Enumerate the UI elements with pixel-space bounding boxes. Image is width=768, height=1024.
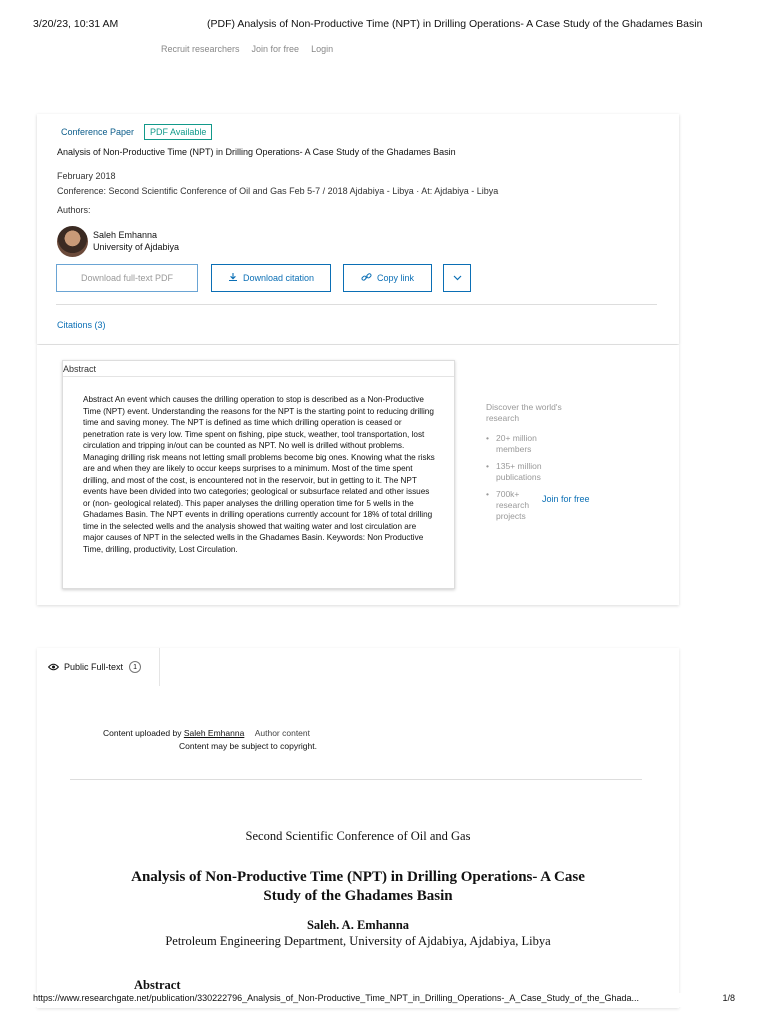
pdf-author-affiliation: Petroleum Engineering Department, University of Ajdabiya, Ajdabiya, Libya <box>165 934 551 948</box>
top-navigation <box>161 44 333 54</box>
uploaded-by-line <box>103 728 310 738</box>
nav-join-for-free[interactable]: Join for free <box>251 44 300 54</box>
author-institution[interactable]: University of Ajdabiya <box>93 242 180 252</box>
discover-research-text: Discover the world's research <box>486 402 562 423</box>
eye-icon <box>48 663 59 671</box>
abstract-label: Abstract <box>63 361 454 377</box>
stat-projects: • 700k+ research projects <box>486 489 546 522</box>
chevron-down-icon <box>453 273 462 283</box>
publication-date: February 2018 <box>57 171 116 181</box>
card-divider <box>56 304 657 305</box>
stat-members: • 20+ million members <box>486 433 546 455</box>
pdf-author-name: Saleh. A. Emhanna <box>306 918 410 932</box>
publication-tags <box>57 124 212 140</box>
paper-divider <box>70 779 642 780</box>
uploaded-author-link[interactable]: Saleh Emhanna <box>183 728 245 738</box>
copy-link-label: Copy link <box>376 273 414 283</box>
author-avatar[interactable] <box>57 226 88 257</box>
more-options-button[interactable] <box>443 264 471 292</box>
publication-conference: Conference: Second Scientific Conference of Oil and Gas Feb 5-7 / 2018 Ajdabiya - Libya · At: Ajdabiya - Libya <box>57 186 499 196</box>
nav-login[interactable]: Login <box>311 44 334 54</box>
authors-label: Authors: <box>57 205 91 215</box>
public-full-text-label: Public Full-text <box>64 662 124 672</box>
download-full-text-label: Download full-text PDF <box>80 273 174 283</box>
download-full-text-button[interactable] <box>56 264 198 292</box>
research-stats-list <box>486 433 546 528</box>
pdf-conference-name: Second Scientific Conference of Oil and Gas <box>245 829 471 843</box>
stat-publications: • 135+ million publications <box>486 461 546 483</box>
pdf-abstract-heading: Abstract <box>134 978 181 992</box>
download-icon <box>228 272 238 284</box>
public-full-text-tab[interactable] <box>37 648 160 686</box>
print-footer <box>33 993 735 1007</box>
abstract-section <box>37 345 679 605</box>
print-datetime: 3/20/23, 10:31 AM <box>33 18 119 30</box>
print-page-number: 1/8 <box>722 993 735 1003</box>
citations-tab[interactable]: Citations (3) <box>57 320 106 330</box>
pdf-available-badge: PDF Available <box>144 124 212 140</box>
nav-recruit-researchers[interactable]: Recruit researchers <box>161 44 240 54</box>
copyright-notice: Content may be subject to copyright. <box>179 741 317 751</box>
publication-title: Analysis of Non-Productive Time (NPT) in Drilling Operations- A Case Study of the Ghadames Basin <box>57 147 456 157</box>
uploaded-by-prefix: Content uploaded by <box>103 728 182 738</box>
abstract-box <box>62 360 455 589</box>
print-footer-url: https://www.researchgate.net/publication/330222796_Analysis_of_Non-Productive_Time_NPT_in_Drilling_Operations-_A_Case_Study_of_the_Ghada... <box>33 993 640 1003</box>
publication-card <box>37 114 679 344</box>
print-page-title: (PDF) Analysis of Non-Productive Time (NPT) in Drilling Operations- A Case Study of the Ghadames Basin <box>207 18 703 30</box>
download-citation-label: Download citation <box>242 273 315 283</box>
download-citation-button[interactable] <box>211 264 331 292</box>
copy-link-button[interactable] <box>343 264 432 292</box>
pdf-paper-title: Analysis of Non-Productive Time (NPT) in Drilling Operations- A Case Study of the Ghadames Basin <box>131 869 585 904</box>
author-content-label: Author content <box>254 728 310 738</box>
full-text-count-badge: 1 <box>129 661 141 673</box>
abstract-text: Abstract An event which causes the drilling operation to stop is described as a Non-Productive Time (NPT) event. Understanding the reasons for the NPT is the starting point to reducing drilling time and saving money. The NPT is defined as time which drilling operation is ceased or penetration rate is very low. Time spent on fishing, pipe stuck, weather, tool transportation, lost circulation and tripping in/out can be counted as NPT. No well is drilled without problems. Managing drilling risk means not letting small problems become big ones. Knowing what the risks are and when they are likely to occur keeps surprises to a minimum. Most of the time spent drilling, and most of the cost, is encountered not in the reservoir, but in getting to it. The NPT events have been divided into two categories; geological or subsurface related and other issues or (non- geological related). This paper analyses the drilling operation time for 5 wells in the Ghadames Basin. The NPT events in drilling operations currently account for 18% of total drilling time in the selected wells and the analysis showed that waiting water and lost circulation are major causes of NPT in the selected wells in the Ghadames Basin. Keywords: Non Productive Time, drilling, productivity, Lost Circulation. <box>83 395 435 554</box>
publication-type-tag[interactable]: Conference Paper <box>61 127 135 137</box>
print-header <box>33 18 703 32</box>
join-for-free-link[interactable]: Join for free <box>542 494 590 504</box>
fulltext-section <box>37 648 679 1008</box>
author-name[interactable]: Saleh Emhanna <box>93 230 158 240</box>
link-icon <box>361 272 372 284</box>
